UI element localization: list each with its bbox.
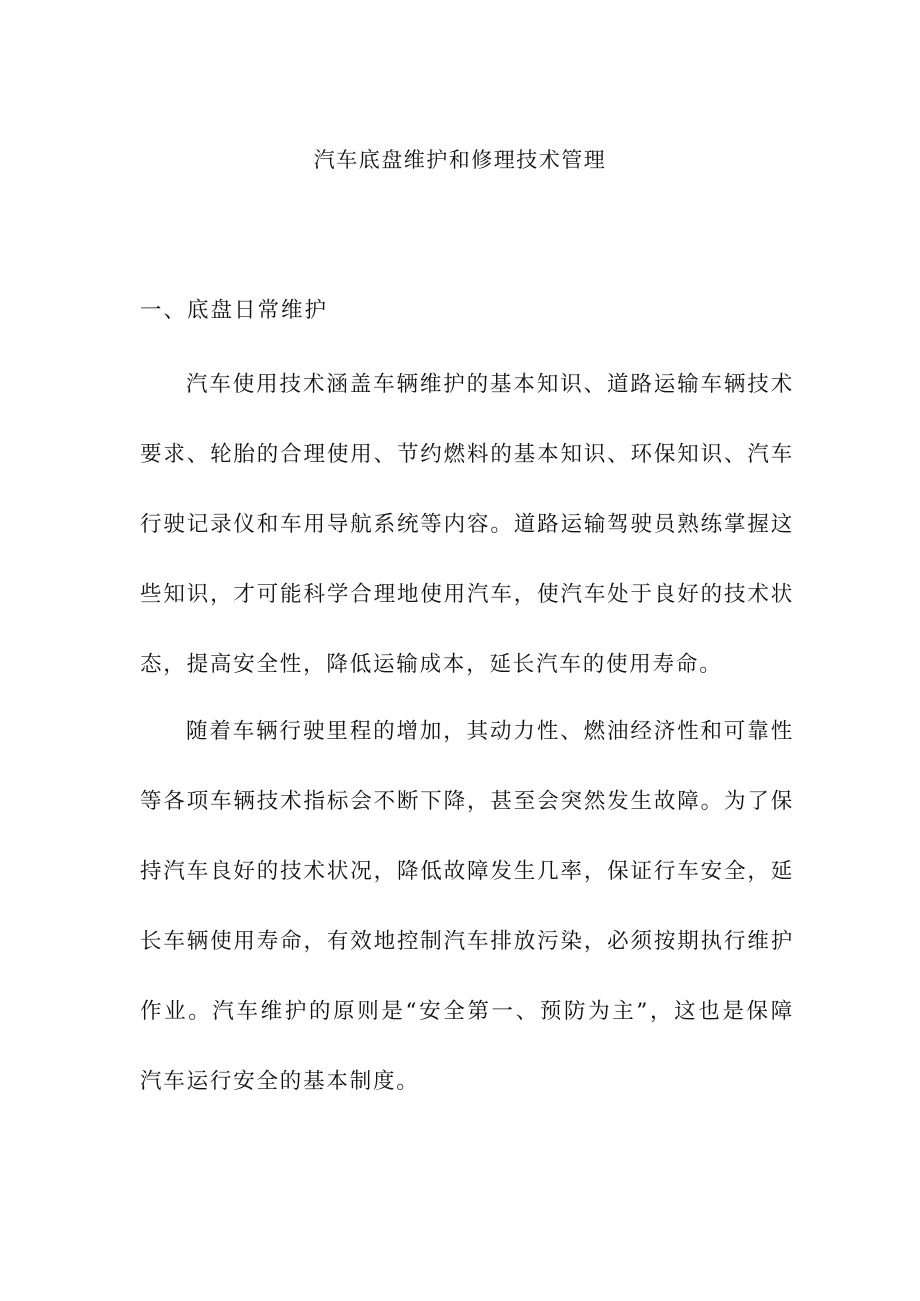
body-paragraph-1: 汽车使用技术涵盖车辆维护的基本知识、道路运输车辆技术要求、轮胎的合理使用、节约燃料的基本知识、环保知识、汽车行驶记录仪和车用导航系统等内容。道路运输驾驶员熟练掌握这些知识，才可能科学合理地使用汽车，使汽车处于良好的技术状态，提高安全性，降低运输成本，延长汽车的使用寿命。	[140, 372, 794, 677]
section-heading: 一、底盘日常维护	[140, 298, 329, 323]
body-paragraph-2: 随着车辆行驶里程的增加，其动力性、燃油经济性和可靠性等各项车辆技术指标会不断下降，甚至会突然发生故障。为了保持汽车良好的技术状况，降低故障发生几率，保证行车安全，延长车辆使用寿命，有效地控制汽车排放污染，必须按期执行维护作业。汽车维护的原则是“安全第一、预防为主”，这也是保障汽车运行安全的基本制度。	[140, 719, 794, 1094]
document-title: 汽车底盘维护和修理技术管理	[313, 148, 607, 172]
